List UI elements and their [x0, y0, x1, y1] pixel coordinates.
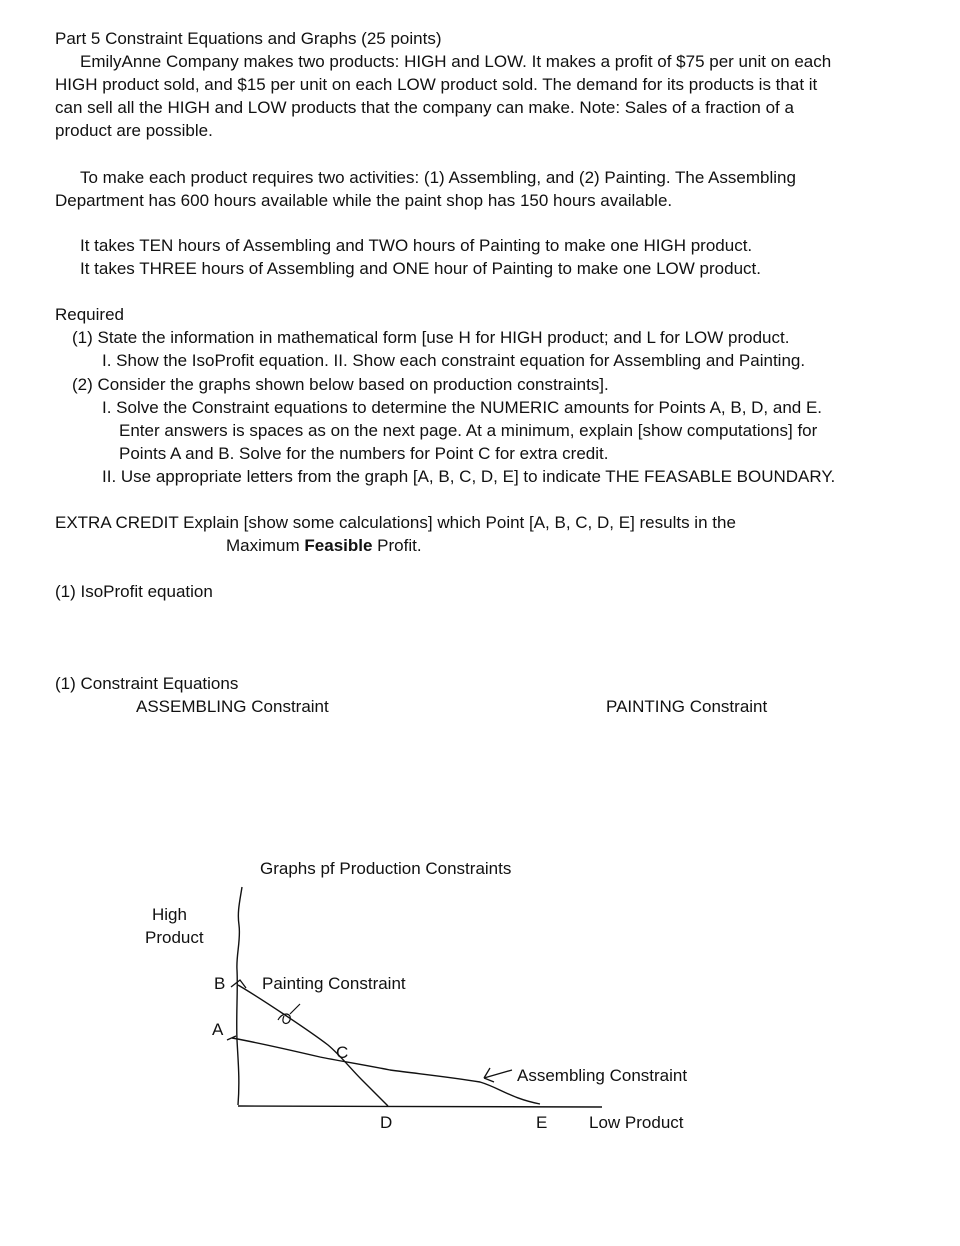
- assembling-constraint-graph-label: Assembling Constraint: [517, 1066, 688, 1085]
- activities-line-1: To make each product requires two activities: (1) Assembling, and (2) Painting. The Assembling: [80, 168, 796, 187]
- x-axis-line: [238, 1106, 602, 1107]
- graph-title: Graphs pf Production Constraints: [260, 859, 512, 878]
- extra-credit-post: Profit.: [372, 536, 422, 555]
- point-b-tick: [231, 980, 246, 988]
- required-item-2-sub-2: II. Use appropriate letters from the graph [A, B, C, D, E] to indicate THE FEASABLE BOUNDARY.: [102, 467, 836, 486]
- extra-credit-line-1: EXTRA CREDIT Explain [show some calculations] which Point [A, B, C, D, E] results in the: [55, 513, 736, 532]
- painting-constraint-label: PAINTING Constraint: [606, 697, 768, 716]
- intro-line-3: can sell all the HIGH and LOW products that the company can make. Note: Sales of a fraction of a: [55, 98, 794, 117]
- x-axis-label: Low Product: [589, 1113, 684, 1132]
- required-item-1-sub: I. Show the IsoProfit equation. II. Show each constraint equation for Assembling and Painting.: [102, 351, 806, 370]
- painting-constraint-line: [238, 985, 388, 1106]
- requirement-low: It takes THREE hours of Assembling and ONE hour of Painting to make one LOW product.: [80, 259, 761, 278]
- painting-constraint-graph-label: Painting Constraint: [262, 974, 406, 993]
- isoprofit-label: (1) IsoProfit equation: [55, 582, 213, 601]
- part-title: Part 5 Constraint Equations and Graphs (25 points): [55, 29, 442, 48]
- painting-scribble-mark: [278, 1004, 300, 1023]
- intro-line-1: EmilyAnne Company makes two products: HIGH and LOW. It makes a profit of $75 per unit on each: [80, 52, 832, 71]
- constraints-label: (1) Constraint Equations: [55, 674, 239, 693]
- point-b-label: B: [214, 974, 226, 993]
- intro-line-2: HIGH product sold, and $15 per unit on each LOW product sold. The demand for its products is that it: [55, 75, 818, 94]
- point-c-label: C: [336, 1043, 349, 1062]
- activities-line-2: Department has 600 hours available while the paint shop has 150 hours available.: [55, 191, 673, 210]
- y-axis-label-line-2: Product: [145, 928, 204, 947]
- assembling-constraint-label: ASSEMBLING Constraint: [136, 697, 329, 716]
- point-e-label: E: [536, 1113, 548, 1132]
- extra-credit-pre: Maximum: [226, 536, 305, 555]
- required-item-2-sub-1c: Points A and B. Solve for the numbers for Point C for extra credit.: [119, 444, 609, 463]
- required-item-1: (1) State the information in mathematical form [use H for HIGH product; and L for LOW product.: [72, 328, 790, 347]
- required-item-2-sub-1b: Enter answers is spaces as on the next page. At a minimum, explain [show computations] for: [119, 421, 818, 440]
- y-axis-label-line-1: High: [152, 905, 187, 924]
- point-d-label: D: [380, 1113, 393, 1132]
- y-axis-line: [237, 887, 242, 1105]
- required-item-2: (2) Consider the graphs shown below based on production constraints].: [72, 375, 609, 394]
- assembling-constraint-line: [232, 1038, 540, 1104]
- required-item-2-sub-1a: I. Solve the Constraint equations to determine the NUMERIC amounts for Points A, B, D, and E.: [102, 398, 823, 417]
- extra-credit-bold: Feasible: [304, 536, 373, 555]
- assembling-arrow: [484, 1068, 512, 1082]
- intro-line-4: product are possible.: [55, 121, 213, 140]
- point-a-label: A: [212, 1020, 224, 1039]
- required-heading: Required: [55, 305, 124, 324]
- requirement-high: It takes TEN hours of Assembling and TWO hours of Painting to make one HIGH product.: [80, 236, 753, 255]
